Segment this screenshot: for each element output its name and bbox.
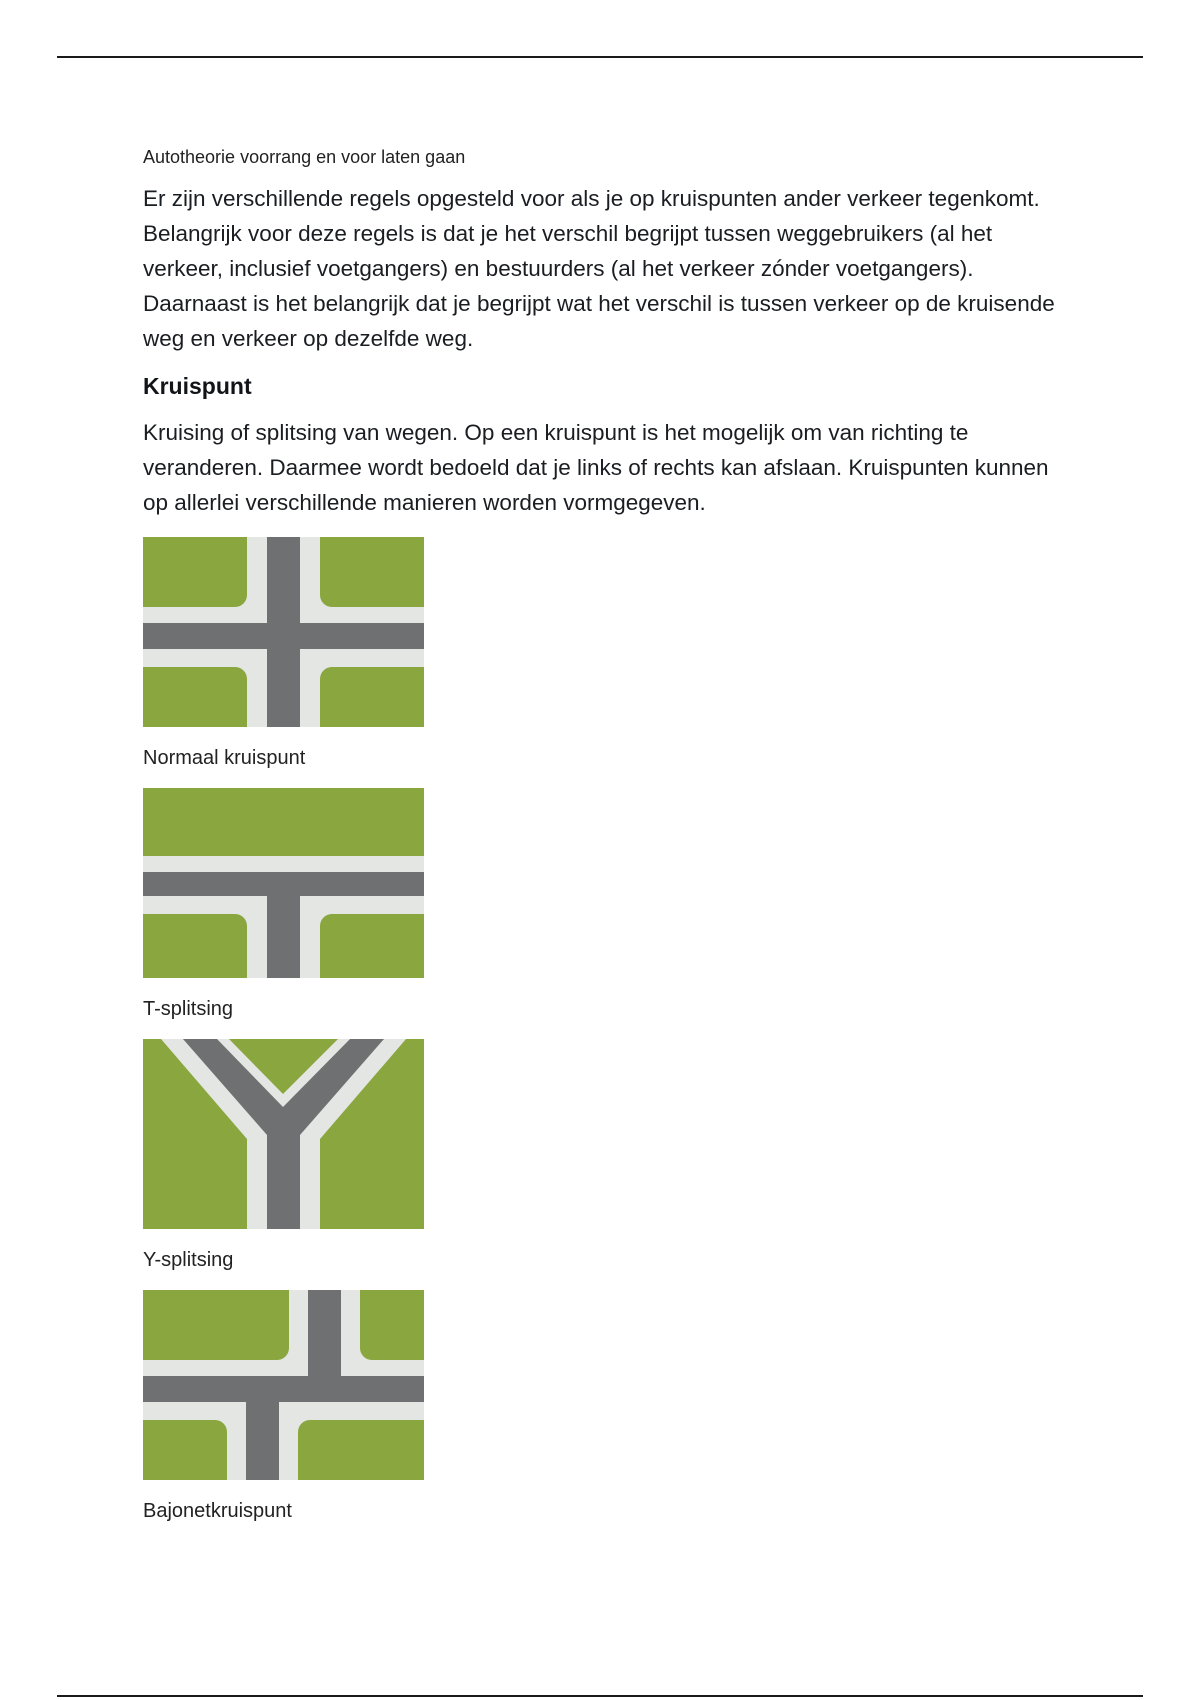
staggered-intersection-diagram: [143, 1290, 424, 1480]
document-header: Autotheorie voorrang en voor laten gaan: [143, 147, 466, 167]
bottom-rule: [57, 1695, 1143, 1697]
caption-t-junction: T-splitsing: [143, 998, 234, 1020]
y-junction-diagram: [143, 1039, 424, 1229]
t-junction-diagram: [143, 788, 424, 978]
caption-staggered-intersection: Bajonetkruispunt: [143, 1500, 292, 1522]
caption-normal-intersection: Normaal kruispunt: [143, 747, 306, 769]
section-paragraph: Kruising of splitsing van wegen. Op een kruispunt is het mogelijk om van richting te veranderen. Daarmee wordt bedoeld dat je links of rechts kan afslaan. Kruispunten kunnen op allerlei verschillende manieren worden vormgegeven.: [143, 420, 1049, 515]
figure-staggered-intersection: [143, 1290, 1063, 1480]
normal-intersection-diagram: [143, 537, 424, 727]
figure-t-junction: [143, 788, 1063, 978]
section-title: Kruispunt: [143, 373, 252, 399]
top-rule: [57, 56, 1143, 58]
figure-y-junction: [143, 1039, 1063, 1229]
figure-normal-intersection: [143, 537, 1063, 727]
caption-y-junction: Y-splitsing: [143, 1249, 234, 1271]
document-body: [143, 145, 1063, 1541]
intro-paragraph: Er zijn verschillende regels opgesteld voor als je op kruispunten ander verkeer tegenkomt. Belangrijk voor deze regels is dat je het verschil begrijpt tussen weggebruikers (al het verkeer, inclusief voetgangers) en bestuurders (al het verkeer zónder voetgangers). Daarnaast is het belangrijk dat je begrijpt wat het verschil is tussen verkeer op de kruisende weg en verkeer op dezelfde weg.: [143, 186, 1055, 351]
